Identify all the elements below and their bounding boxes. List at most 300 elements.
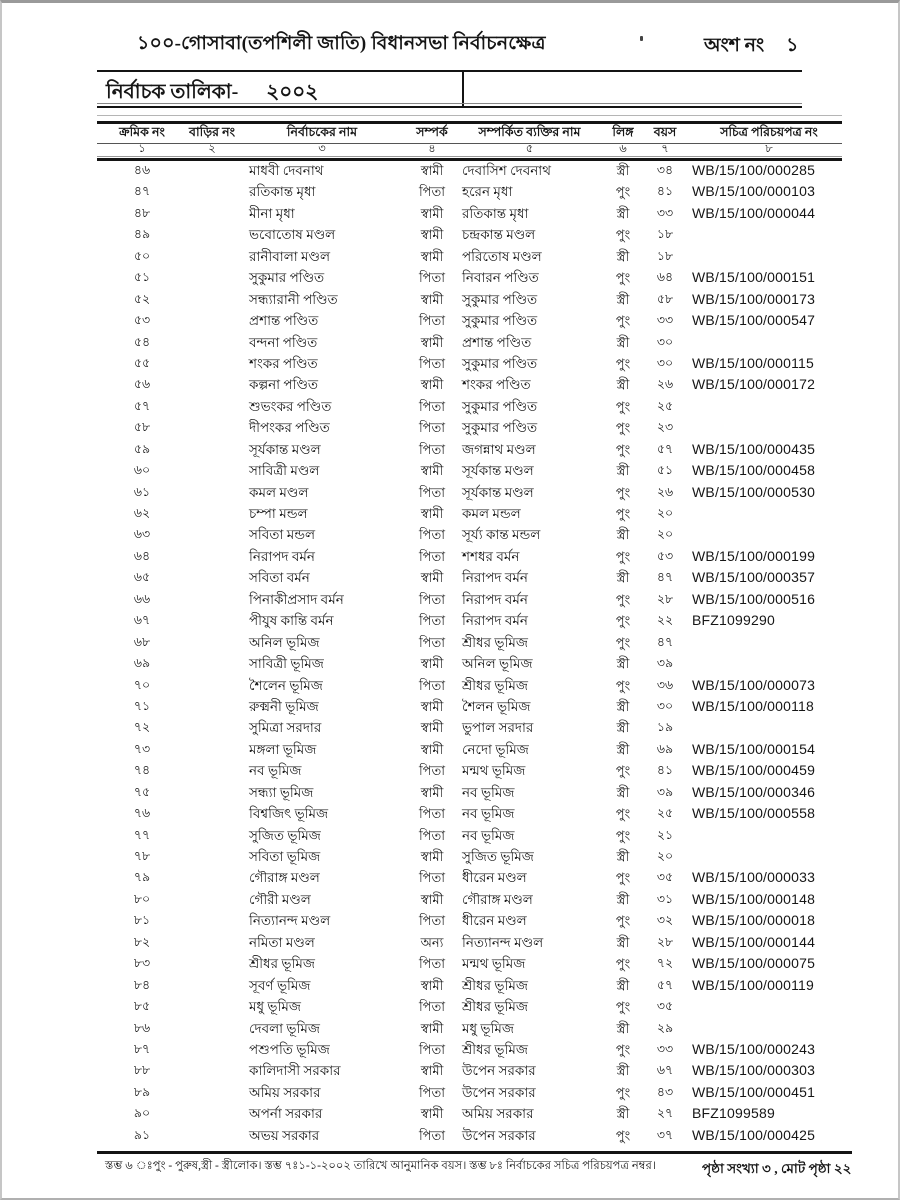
table-row [97, 1125, 852, 1146]
cell-gender: পুং [615, 398, 631, 414]
cell-relation: পিতা [418, 270, 446, 286]
cell-epic-no: WB/15/100/000151 [692, 269, 816, 286]
cell-relative-name: হরেন মৃধা [462, 184, 513, 200]
cell-relative-name: সূর্যকান্ত মণ্ডল [462, 484, 534, 500]
cell-age: ৫১ [656, 463, 674, 478]
cell-elector-name: সুমিত্রা সরদার [249, 720, 322, 736]
cell-age: ২৫ [656, 398, 674, 413]
cell-epic-no: WB/15/100/000148 [692, 890, 816, 907]
table-row [97, 289, 852, 310]
cell-gender: স্ত্রী [616, 741, 630, 757]
table-row [97, 203, 852, 224]
cell-age: ২৬ [656, 484, 674, 499]
cell-elector-name: গৌরাঙ্গ মণ্ডল [249, 870, 320, 886]
cell-relation: স্বামী [420, 163, 444, 178]
cell-serial-no: ৫৩ [133, 313, 151, 328]
cell-relation: স্বামী [420, 977, 444, 993]
cell-relation: স্বামী [420, 741, 444, 757]
table-row [97, 374, 852, 395]
cell-epic-no: WB/15/100/000435 [692, 440, 816, 457]
cell-relation: স্বামী [420, 656, 444, 672]
cell-relative-name: মন্মথ ভূমিজ [462, 956, 526, 972]
cell-relative-name: ধীরেন মণ্ডল [462, 870, 527, 886]
table-row [97, 1039, 852, 1060]
cell-relation: স্বামী [420, 463, 444, 479]
cell-epic-no: WB/15/100/000199 [692, 547, 816, 564]
cell-epic-no: WB/15/100/000115 [692, 354, 815, 371]
cell-gender: পুং [615, 441, 631, 457]
cell-age: ৩০ [656, 334, 674, 349]
cell-serial-no: ৪৮ [133, 205, 151, 220]
cell-serial-no: ৫২ [133, 291, 151, 306]
cell-serial-no: ৪৯ [133, 227, 151, 242]
cell-relation: স্বামী [420, 698, 444, 714]
cell-gender: পুং [615, 1041, 631, 1057]
table-row [97, 717, 852, 738]
table-row [97, 632, 852, 653]
cell-relation: অন্য [420, 934, 444, 950]
cell-relative-name: জগন্নাথ মণ্ডল [462, 441, 536, 457]
cell-relation: পিতা [418, 548, 446, 564]
cell-serial-no: ৬৮ [133, 634, 151, 649]
cell-age: ২৮ [656, 591, 674, 606]
cell-gender: পুং [615, 763, 631, 779]
cell-serial-no: ৫৮ [133, 420, 151, 435]
cell-serial-no: ৬২ [133, 506, 151, 520]
cell-serial-no: ৮৮ [133, 1063, 151, 1078]
cell-serial-no: ৬৫ [133, 570, 151, 585]
cell-relation: পিতা [418, 591, 446, 607]
cell-elector-name: গৌরী মণ্ডল [249, 891, 311, 907]
table-rows [97, 160, 852, 1147]
table-row [97, 675, 852, 696]
table-row [97, 160, 852, 181]
cell-relative-name: ধীরেন মণ্ডল [462, 913, 527, 929]
cell-serial-no: ৫১ [133, 270, 151, 285]
cell-relative-name: গৌরাঙ্গ মণ্ডল [462, 891, 533, 907]
table-row [97, 503, 852, 524]
table-row [97, 610, 852, 631]
cell-age: ৩৯ [656, 784, 674, 799]
cell-serial-no: ৮০ [133, 891, 151, 906]
cell-relative-name: অমিয় সরকার [462, 1106, 534, 1122]
cell-age: ১৯ [656, 720, 674, 735]
cell-elector-name: রানীবালা মণ্ডল [249, 248, 331, 264]
cell-age: ৬৯ [656, 741, 674, 756]
table-row [97, 760, 852, 781]
cell-serial-no: ৮৯ [133, 1084, 151, 1099]
cell-relation: পিতা [418, 613, 446, 629]
cell-gender: স্ত্রী [616, 377, 630, 393]
cell-elector-name: কমল মণ্ডল [249, 484, 309, 500]
table-row [97, 1060, 852, 1081]
cell-serial-no: ৭৮ [133, 849, 151, 863]
table-row [97, 932, 852, 953]
colnum-3: ৩ [318, 143, 326, 155]
cell-elector-name: মীনা মৃধা [249, 205, 295, 221]
cell-relation: পিতা [418, 956, 446, 972]
cell-age: ৪৩ [656, 1084, 674, 1099]
table-row [97, 846, 852, 867]
cell-gender: স্ত্রী [616, 934, 630, 950]
cell-age: ১৮ [656, 227, 674, 242]
colnum-6: ৬ [619, 143, 627, 155]
table-row [97, 889, 852, 910]
cell-gender: পুং [615, 806, 631, 822]
cell-serial-no: ৭৩ [133, 741, 151, 756]
cell-serial-no: ৮৭ [133, 1041, 151, 1056]
cell-elector-name: পিনাকীপ্রসাদ বর্মন [249, 591, 344, 607]
cell-epic-no: WB/15/100/000075 [692, 955, 816, 972]
cell-gender: পুং [615, 677, 631, 693]
cell-epic-no: WB/15/100/000459 [692, 762, 816, 779]
cell-relative-name: কমল মন্ডল [462, 506, 521, 521]
table-row [97, 653, 852, 674]
cell-elector-name: সাবিত্রী মণ্ডল [249, 463, 320, 479]
cell-relative-name: উপেন সরকার [462, 1063, 536, 1079]
cell-relative-name: শৈলন ভূমিজ [462, 698, 531, 714]
table-row [97, 589, 852, 610]
cell-epic-no: WB/15/100/000172 [692, 376, 816, 393]
cell-serial-no: ৫৪ [133, 334, 151, 349]
cell-age: ২০ [656, 506, 674, 520]
cell-relative-name: সূর্যকান্ত মণ্ডল [462, 463, 534, 479]
cell-gender: স্ত্রী [616, 1020, 630, 1036]
cell-gender: পুং [615, 355, 631, 371]
cell-age: ২২ [656, 613, 674, 628]
cell-elector-name: সুজিত ভূমিজ [249, 827, 321, 843]
cell-relative-name: ভুপাল সরদার [462, 720, 534, 736]
cell-relative-name: নিরাপদ বর্মন [462, 570, 528, 586]
cell-gender: পুং [615, 634, 631, 650]
cell-serial-no: ৫৭ [133, 398, 151, 413]
cell-gender: পুং [615, 870, 631, 886]
cell-relation: পিতা [418, 913, 446, 929]
cell-age: ৩২ [656, 913, 674, 928]
cell-relation: স্বামী [420, 205, 444, 221]
cell-relation: পিতা [418, 634, 446, 650]
cell-age: ২৭ [656, 1106, 674, 1121]
table-row [97, 246, 852, 267]
table-row [97, 353, 852, 374]
cell-serial-no: ৬৭ [133, 613, 151, 628]
cell-elector-name: সাবিত্রী ভূমিজ [249, 656, 324, 672]
cell-relation: পিতা [418, 763, 446, 779]
cell-relation: পিতা [418, 398, 446, 414]
cell-relative-name: সুজিত ভূমিজ [462, 849, 534, 864]
cell-serial-no: ৭১ [133, 698, 151, 713]
cell-age: ৩৪ [656, 163, 674, 177]
cell-elector-name: মঙ্গলা ভূমিজ [249, 741, 317, 757]
cell-relation: পিতা [418, 1041, 446, 1057]
header-house-no: বাড়ির নং [189, 125, 235, 139]
cell-serial-no: ৮২ [133, 934, 151, 949]
cell-elector-name: পশুপতি ভূমিজ [249, 1041, 330, 1057]
cell-epic-no: WB/15/100/000073 [692, 676, 816, 693]
cell-relation: স্বামী [420, 334, 444, 350]
cell-age: ৩৭ [656, 1127, 674, 1142]
cell-gender: স্ত্রী [616, 698, 630, 714]
cell-gender: স্ত্রী [616, 849, 630, 864]
cell-gender: পুং [615, 999, 631, 1015]
table-row [97, 803, 852, 824]
cell-age: ৬৭ [656, 1063, 674, 1078]
cell-elector-name: নব ভূমিজ [249, 763, 302, 779]
cell-relation: স্বামী [420, 720, 444, 736]
cell-serial-no: ৭৯ [133, 870, 151, 885]
cell-relative-name: শ্রীধর ভূমিজ [462, 1041, 528, 1057]
cell-gender: পুং [615, 1127, 631, 1143]
cell-age: ২৬ [656, 377, 674, 392]
cell-relative-name: নিরাপদ বর্মন [462, 591, 528, 607]
cell-age: ৩৩ [656, 313, 674, 328]
cell-relative-name: মধু ভূমিজ [462, 1020, 514, 1036]
cell-age: ৪১ [656, 184, 674, 199]
cell-age: ৩৫ [656, 999, 674, 1014]
cell-age: ৩৫ [656, 870, 674, 885]
cell-age: ৪৭ [656, 570, 674, 585]
cell-relation: স্বামী [420, 506, 444, 521]
cell-epic-no: WB/15/100/000425 [692, 1126, 816, 1143]
cell-elector-name: বিশ্বজিৎ ভূমিজ [249, 806, 329, 822]
cell-relative-name: নিরাপদ বর্মন [462, 613, 528, 629]
cell-gender: পুং [615, 506, 631, 521]
cell-relative-name: শ্রীধর ভূমিজ [462, 977, 528, 993]
cell-relative-name: চন্দ্রকান্ত মণ্ডল [462, 227, 536, 243]
cell-age: ২৯ [656, 1020, 674, 1035]
cell-age: ২৩ [656, 420, 674, 435]
cell-relation: স্বামী [420, 1063, 444, 1079]
cell-relation: পিতা [418, 870, 446, 886]
cell-relation: স্বামী [420, 1106, 444, 1122]
cell-age: ২৫ [656, 806, 674, 821]
cell-gender: স্ত্রী [616, 570, 630, 586]
cell-relation: স্বামী [420, 1020, 444, 1036]
colnum-7: ৭ [661, 143, 669, 155]
cell-age: ২০ [656, 849, 674, 863]
cell-serial-no: ৫৯ [133, 441, 151, 456]
table-row [97, 867, 852, 888]
table-row [97, 567, 852, 588]
cell-relative-name: সুকুমার পণ্ডিত [462, 398, 538, 414]
cell-age: ৪৭ [656, 634, 674, 649]
header-relative-name: সম্পর্কিত ব্যক্তির নাম [478, 125, 581, 139]
table-row [97, 975, 852, 996]
cell-relative-name: সুকুমার পণ্ডিত [462, 291, 538, 307]
cell-elector-name: নিত্যানন্দ মণ্ডল [249, 913, 331, 929]
cell-relation: পিতা [418, 420, 446, 436]
table-row [97, 310, 852, 331]
header-age: বয়স [653, 125, 677, 139]
cell-relation: পিতা [418, 999, 446, 1015]
cell-epic-no: WB/15/100/000458 [692, 462, 816, 479]
cell-relative-name: মন্মথ ভূমিজ [462, 763, 526, 779]
cell-elector-name: সবিতা বর্মন [249, 570, 310, 586]
cell-elector-name: প্রশান্ত পণ্ডিত [249, 313, 319, 329]
cell-relation: পিতা [418, 1127, 446, 1143]
cell-age: ৩৩ [656, 205, 674, 220]
cell-elector-name: কল্পনা পণ্ডিত [249, 377, 319, 393]
cell-age: ৫৩ [656, 548, 674, 563]
cell-relative-name: সুকুমার পণ্ডিত [462, 313, 538, 329]
part-number-block [704, 31, 799, 63]
cell-age: ২৮ [656, 934, 674, 949]
cell-serial-no: ৮৩ [133, 956, 151, 971]
colnum-4: ৪ [428, 143, 436, 155]
cell-relation: পিতা [418, 1084, 446, 1100]
cell-relative-name: রতিকান্ত মৃধা [462, 205, 529, 221]
cell-gender: স্ত্রী [616, 1106, 630, 1122]
cell-age: ৫৭ [656, 977, 674, 992]
cell-epic-no: WB/15/100/000516 [692, 590, 816, 607]
cell-age: ৫৮ [656, 291, 674, 306]
cell-gender: স্ত্রী [616, 527, 630, 543]
cell-relative-name: নিবারন পণ্ডিত [462, 270, 539, 286]
cell-elector-name: শংকর পণ্ডিত [249, 355, 318, 371]
cell-relation: স্বামী [420, 227, 444, 243]
cell-elector-name: শ্রীধর ভূমিজ [249, 956, 315, 972]
colnum-1: ১ [138, 143, 146, 155]
cell-relation: পিতা [418, 827, 446, 843]
cell-elector-name: সন্ধ্যারানী পণ্ডিত [249, 291, 338, 307]
cell-gender: পুং [615, 591, 631, 607]
cell-epic-no: WB/15/100/000243 [692, 1040, 816, 1057]
footer-separator-line [97, 1151, 852, 1154]
table-header-row [97, 123, 852, 142]
cell-gender: পুং [615, 1084, 631, 1100]
cell-serial-no: ৭০ [133, 677, 151, 692]
cell-elector-name: অভয় সরকার [249, 1127, 320, 1143]
cell-relative-name: সূর্য্য কান্ত মন্ডল [462, 527, 541, 543]
part-number-value: ১ [786, 35, 799, 56]
roll-year: ২০০২ [266, 81, 319, 103]
cell-elector-name: নিরাপদ বর্মন [249, 548, 315, 564]
cell-relative-name: নব ভূমিজ [462, 784, 515, 800]
cell-relation: স্বামী [420, 291, 444, 307]
table-row [97, 267, 852, 288]
cell-elector-name: মাধবী দেবনাথ [249, 163, 324, 178]
cell-relative-name: নব ভূমিজ [462, 827, 515, 843]
roll-box-divider [462, 70, 464, 106]
roll-box-bottom-thick-line [97, 106, 802, 109]
cell-serial-no: ৪৬ [133, 163, 151, 177]
roll-box-bottom-thin-line [97, 103, 802, 104]
table-row [97, 439, 852, 460]
cell-gender: স্ত্রী [616, 656, 630, 672]
cell-gender: স্ত্রী [616, 977, 630, 993]
table-row [97, 482, 852, 503]
cell-relative-name: সুকুমার পণ্ডিত [462, 355, 538, 371]
cell-gender: স্ত্রী [616, 720, 630, 736]
table-row [97, 1082, 852, 1103]
cell-relation: পিতা [418, 441, 446, 457]
cell-serial-no: ৭৬ [133, 806, 151, 821]
cell-relative-name: শ্রীধর ভূমিজ [462, 999, 528, 1015]
cell-serial-no: ৮৪ [133, 977, 151, 992]
header-gender: লিঙ্গ [612, 125, 634, 139]
cell-relation: স্বামী [420, 849, 444, 864]
cell-gender: পুং [615, 313, 631, 329]
cell-relation: পিতা [418, 677, 446, 693]
cell-elector-name: সূর্যকান্ত মণ্ডল [249, 441, 321, 457]
cell-gender: স্ত্রী [616, 891, 630, 907]
colnum-5: ৫ [525, 143, 534, 155]
cell-relative-name: অনিল ভূমিজ [462, 656, 533, 672]
cell-elector-name: শুভংকর পণ্ডিত [249, 398, 332, 414]
cell-epic-no: WB/15/100/000303 [692, 1062, 816, 1079]
cell-elector-name: সবিতা মন্ডল [249, 527, 316, 543]
table-row [97, 332, 852, 353]
cell-age: ২০ [656, 527, 674, 542]
cell-epic-no: WB/15/100/000285 [692, 162, 816, 178]
cell-gender: স্ত্রী [616, 205, 630, 221]
cell-relative-name: শ্রীধর ভূমিজ [462, 677, 528, 693]
table-row [97, 739, 852, 760]
table-row [97, 996, 852, 1017]
scan-artifact-dot [640, 36, 643, 41]
cell-relative-name: শশধর বর্মন [462, 548, 520, 564]
cell-relative-name: নব ভূমিজ [462, 806, 515, 822]
cell-age: ৭২ [656, 956, 674, 971]
cell-elector-name: চম্পা মন্ডল [249, 506, 308, 521]
cell-serial-no: ৮৫ [133, 999, 151, 1014]
cell-epic-no: WB/15/100/000044 [692, 204, 816, 221]
cell-epic-no: WB/15/100/000547 [692, 312, 816, 329]
cell-relation: পিতা [418, 184, 446, 200]
cell-age: ৬৪ [656, 270, 674, 285]
cell-elector-name: নমিতা মণ্ডল [249, 934, 315, 950]
cell-relation: পিতা [418, 527, 446, 543]
cell-elector-name: সুকুমার পণ্ডিত [249, 270, 325, 286]
table-row [97, 825, 852, 846]
constituency-title: ১০০-গোসাবা(তপশিলী জাতি) বিধানসভা নির্বাচনক্ষেত্র [137, 33, 546, 54]
cell-elector-name: দেবলা ভূমিজ [249, 1020, 320, 1036]
table-row [97, 910, 852, 931]
cell-relative-name: নেদো ভূমিজ [462, 741, 529, 757]
cell-relative-name: পরিতোষ মণ্ডল [462, 248, 542, 264]
cell-serial-no: ৬৯ [133, 656, 151, 671]
cell-gender: স্ত্রী [616, 463, 630, 479]
cell-epic-no: WB/15/100/000018 [692, 912, 816, 929]
cell-relative-name: নিত্যানন্দ মণ্ডল [462, 934, 544, 950]
cell-serial-no: ৪৭ [133, 184, 151, 199]
roll-year-box [97, 70, 802, 103]
cell-serial-no: ৬১ [133, 484, 151, 499]
cell-elector-name: বন্দনা পণ্ডিত [249, 334, 318, 350]
column-number-row [97, 143, 852, 156]
header-serial-no: ক্রমিক নং [119, 125, 165, 139]
table-row [97, 953, 852, 974]
cell-serial-no: ৭২ [133, 720, 151, 735]
cell-serial-no: ৯১ [133, 1127, 151, 1142]
cell-epic-no: BFZ1099290 [692, 612, 775, 629]
footer-page-info: পৃষ্ঠা সংখ্যা ৩ , মোট পৃষ্ঠা ২২ [702, 1161, 852, 1176]
cell-epic-no: WB/15/100/000103 [692, 183, 816, 200]
header-elector-name: নির্বাচকের নাম [286, 125, 358, 139]
cell-elector-name: সবিতা ভূমিজ [249, 849, 321, 864]
cell-elector-name: অনিল ভূমিজ [249, 634, 320, 650]
cell-gender: পুং [615, 548, 631, 564]
cell-epic-no: WB/15/100/000118 [692, 697, 815, 714]
cell-elector-name: দীপংকর পণ্ডিত [249, 420, 330, 436]
table-row [97, 546, 852, 567]
cell-relation: স্বামী [420, 891, 444, 907]
cell-age: ৫৭ [656, 441, 674, 456]
cell-relative-name: সুকুমার পণ্ডিত [462, 420, 538, 436]
cell-serial-no: ৬০ [133, 463, 151, 478]
cell-gender: স্ত্রী [616, 248, 630, 264]
cell-epic-no: WB/15/100/000154 [692, 740, 816, 757]
